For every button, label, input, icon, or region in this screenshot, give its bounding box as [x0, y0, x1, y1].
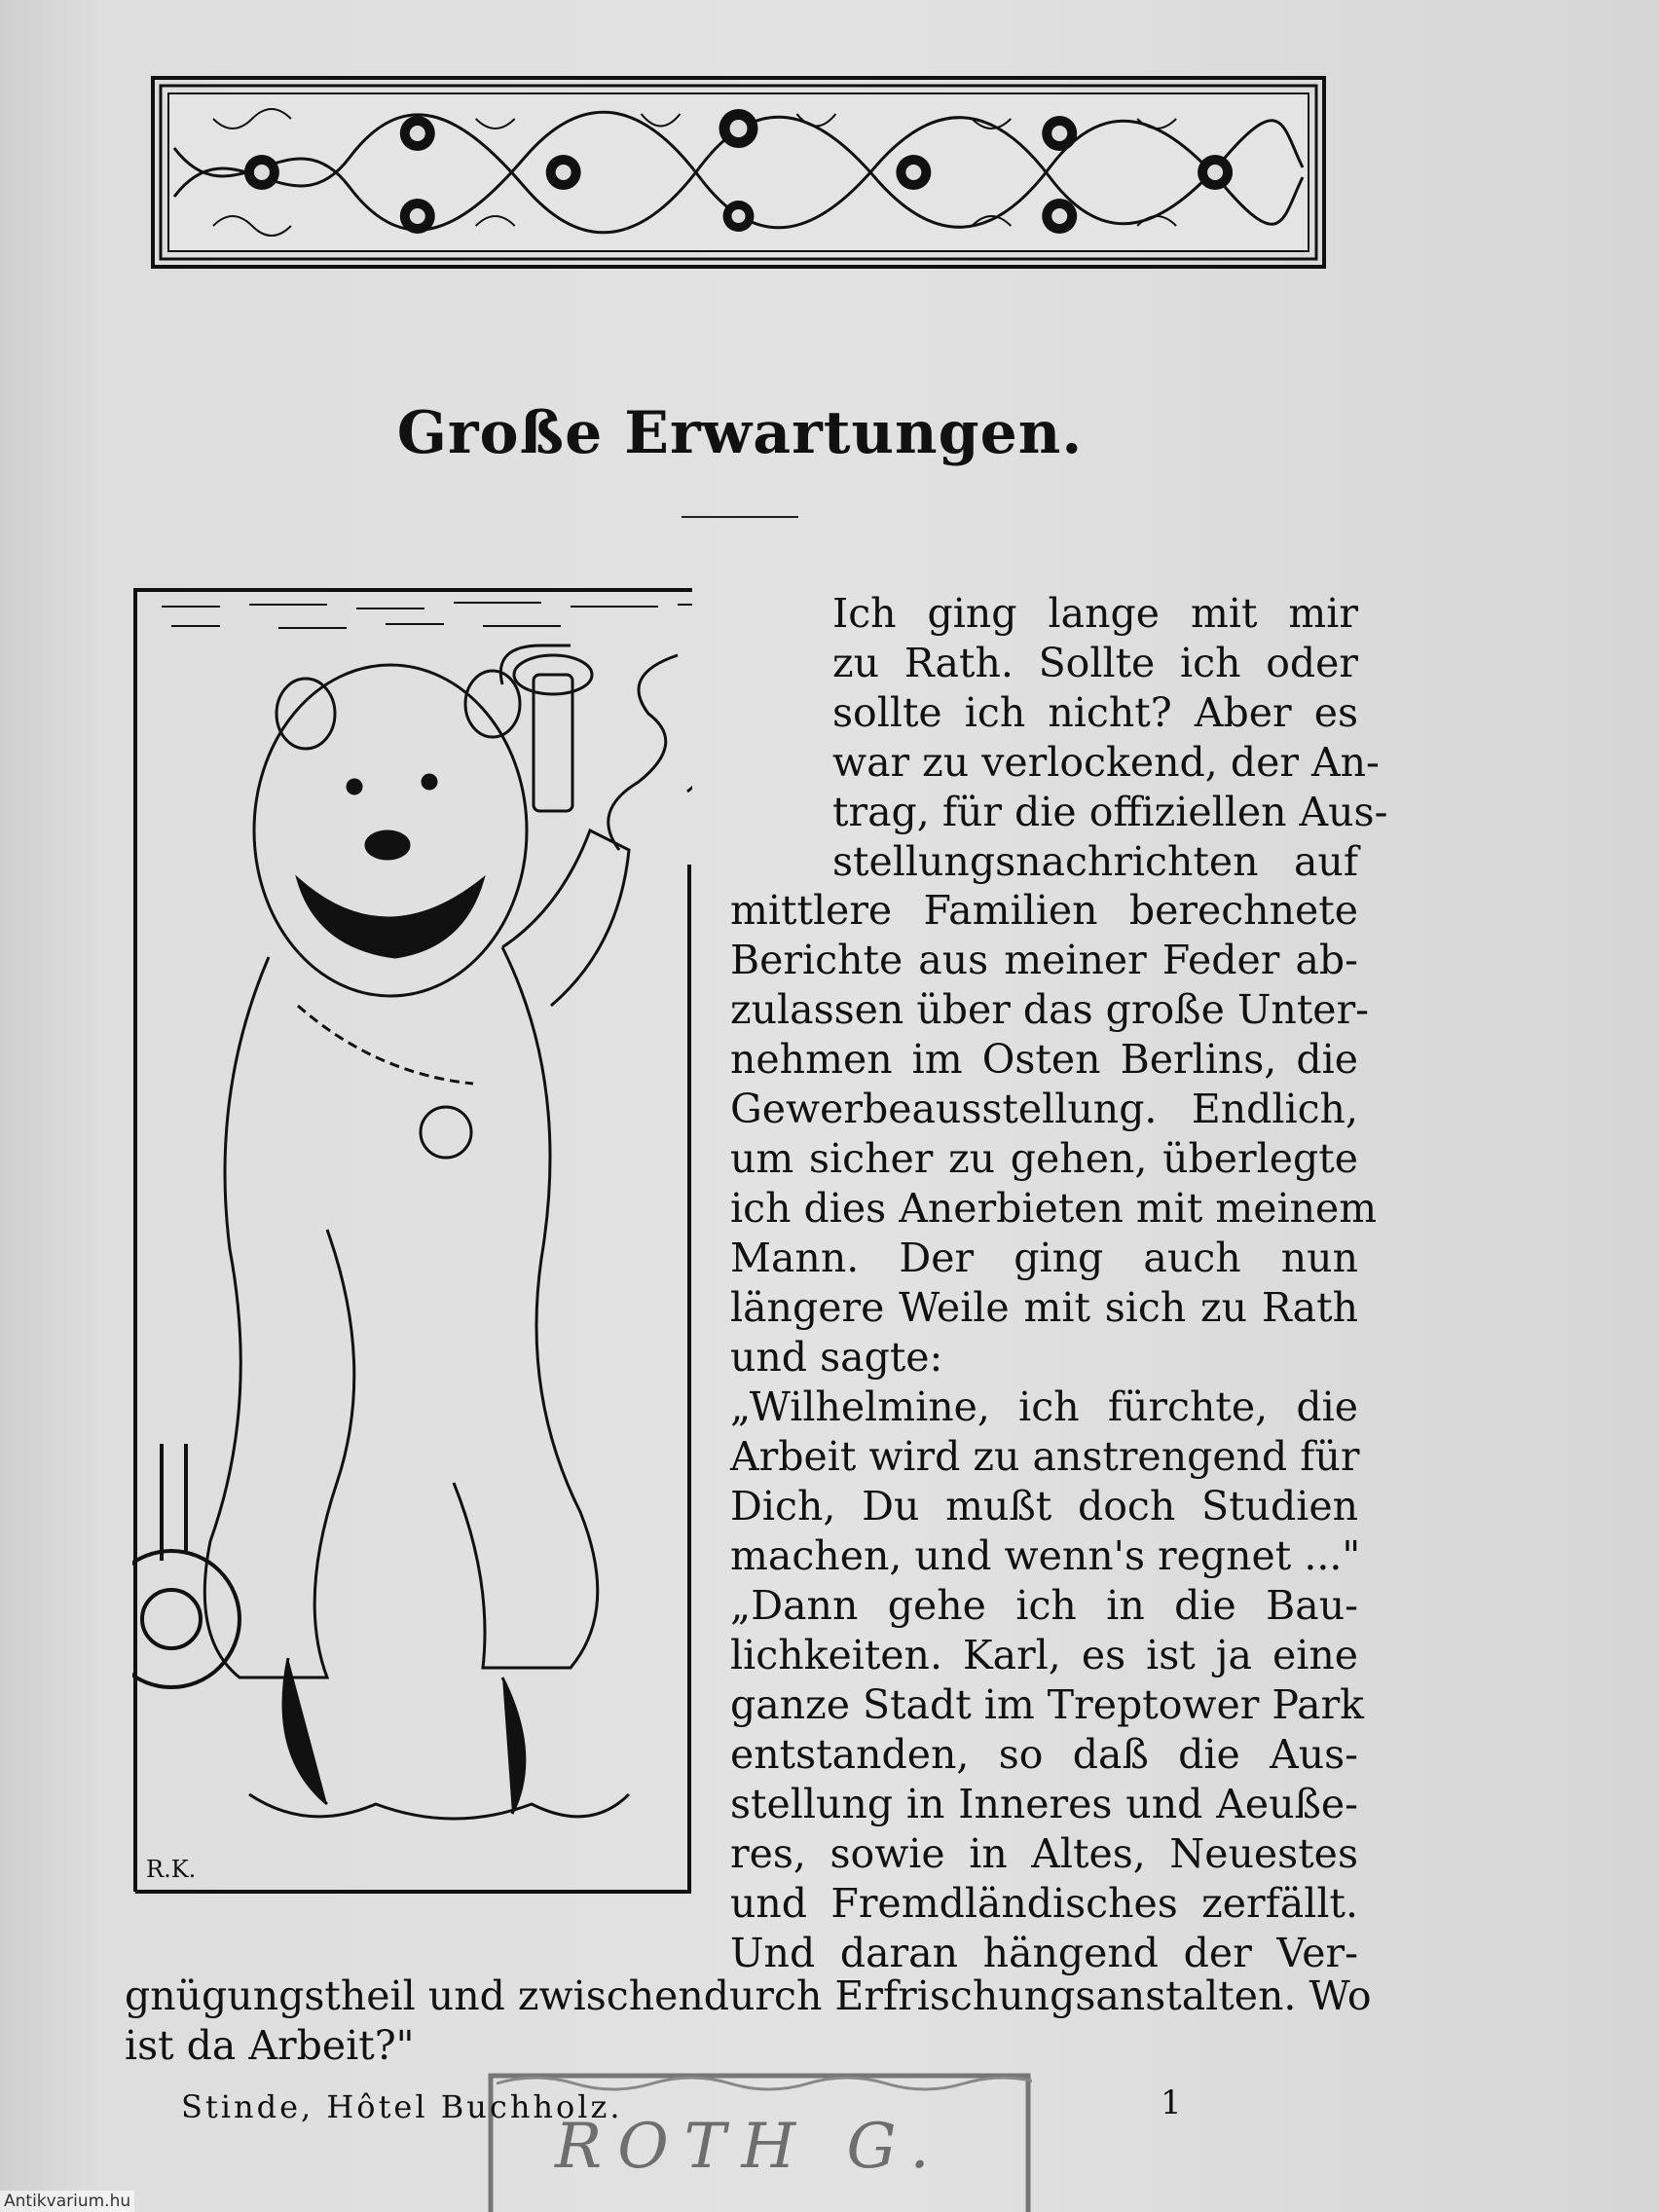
text-line: lichkeiten. Karl, es ist ja eine [730, 1632, 1358, 1678]
text-line: längere Weile mit sich zu Rath [730, 1284, 1358, 1331]
paragraph-body [730, 886, 1378, 1978]
text-line: Arbeit wird zu anstrengend für [730, 1433, 1360, 1480]
text-line: und sagte: [730, 1334, 943, 1381]
illustrator-signature: R.K. [146, 1856, 197, 1883]
bear-illustration [132, 587, 692, 1897]
book-signature-line: Stinde, Hôtel Buchholz. [181, 2088, 623, 2125]
watermark: Antikvarium.hu [0, 2191, 134, 2212]
text-line: zulassen über das große Unter- [730, 986, 1370, 1033]
text-line: „Wilhelmine, ich fürchte, die [730, 1383, 1358, 1430]
text-line: zu Rath. Sollte ich oder [832, 640, 1358, 686]
text-line: „Dann gehe ich in die Bau- [730, 1582, 1358, 1629]
text-line: gnügungstheil und zwischendurch Erfrischungsanstalten. Wo [125, 1972, 1372, 2019]
text-line: res, sowie in Altes, Neuestes [730, 1830, 1358, 1877]
text-line: ist da Arbeit?" [125, 2022, 415, 2069]
chapter-title: Große Erwartungen. [396, 399, 1084, 467]
text-line: Ich ging lange mit mir [832, 590, 1358, 637]
text-line: machen, und wenn's regnet ..." [730, 1532, 1361, 1579]
text-line: war zu verlockend, der An- [832, 739, 1380, 786]
text-line: nehmen im Osten Berlins, die [730, 1036, 1358, 1083]
text-line: Berichte aus meiner Feder ab- [730, 937, 1358, 983]
bear-with-beer-mug-drawing [132, 587, 692, 1897]
text-line: mittlere Familien berechnete [730, 887, 1358, 934]
text-line: stellung in Inneres und Aeuße- [730, 1781, 1358, 1827]
text-line: Gewerbeausstellung. Endlich, [730, 1086, 1358, 1132]
text-line: stellungsnachrichten auf [832, 838, 1358, 885]
text-line: ganze Stadt im Treptower Park [730, 1681, 1365, 1728]
floral-ornament-border [151, 76, 1326, 269]
text-line: ich dies Anerbieten mit meinem [730, 1185, 1378, 1232]
text-line: um sicher zu gehen, überlegte [730, 1135, 1358, 1182]
text-line: Dich, Du mußt doch Studien [730, 1483, 1358, 1530]
stamp-text: ROTH G. [555, 2111, 945, 2183]
text-line: trag, für die offiziellen Aus- [832, 789, 1388, 835]
text-line: und Fremdländisches zerfällt. [730, 1880, 1358, 1927]
paragraph-closing [125, 1972, 1372, 2071]
paragraph-opening [832, 589, 1388, 887]
sheet-signature: 1 [1161, 2083, 1182, 2122]
text-line: entstanden, so daß die Aus- [730, 1731, 1358, 1778]
text-line: sollte ich nicht? Aber es [832, 689, 1358, 736]
text-line: Mann. Der ging auch nun [730, 1235, 1358, 1281]
title-divider [682, 516, 798, 518]
text-line: Und daran hängend der Ver- [730, 1930, 1358, 1976]
floral-ornament-graphic [155, 80, 1322, 265]
